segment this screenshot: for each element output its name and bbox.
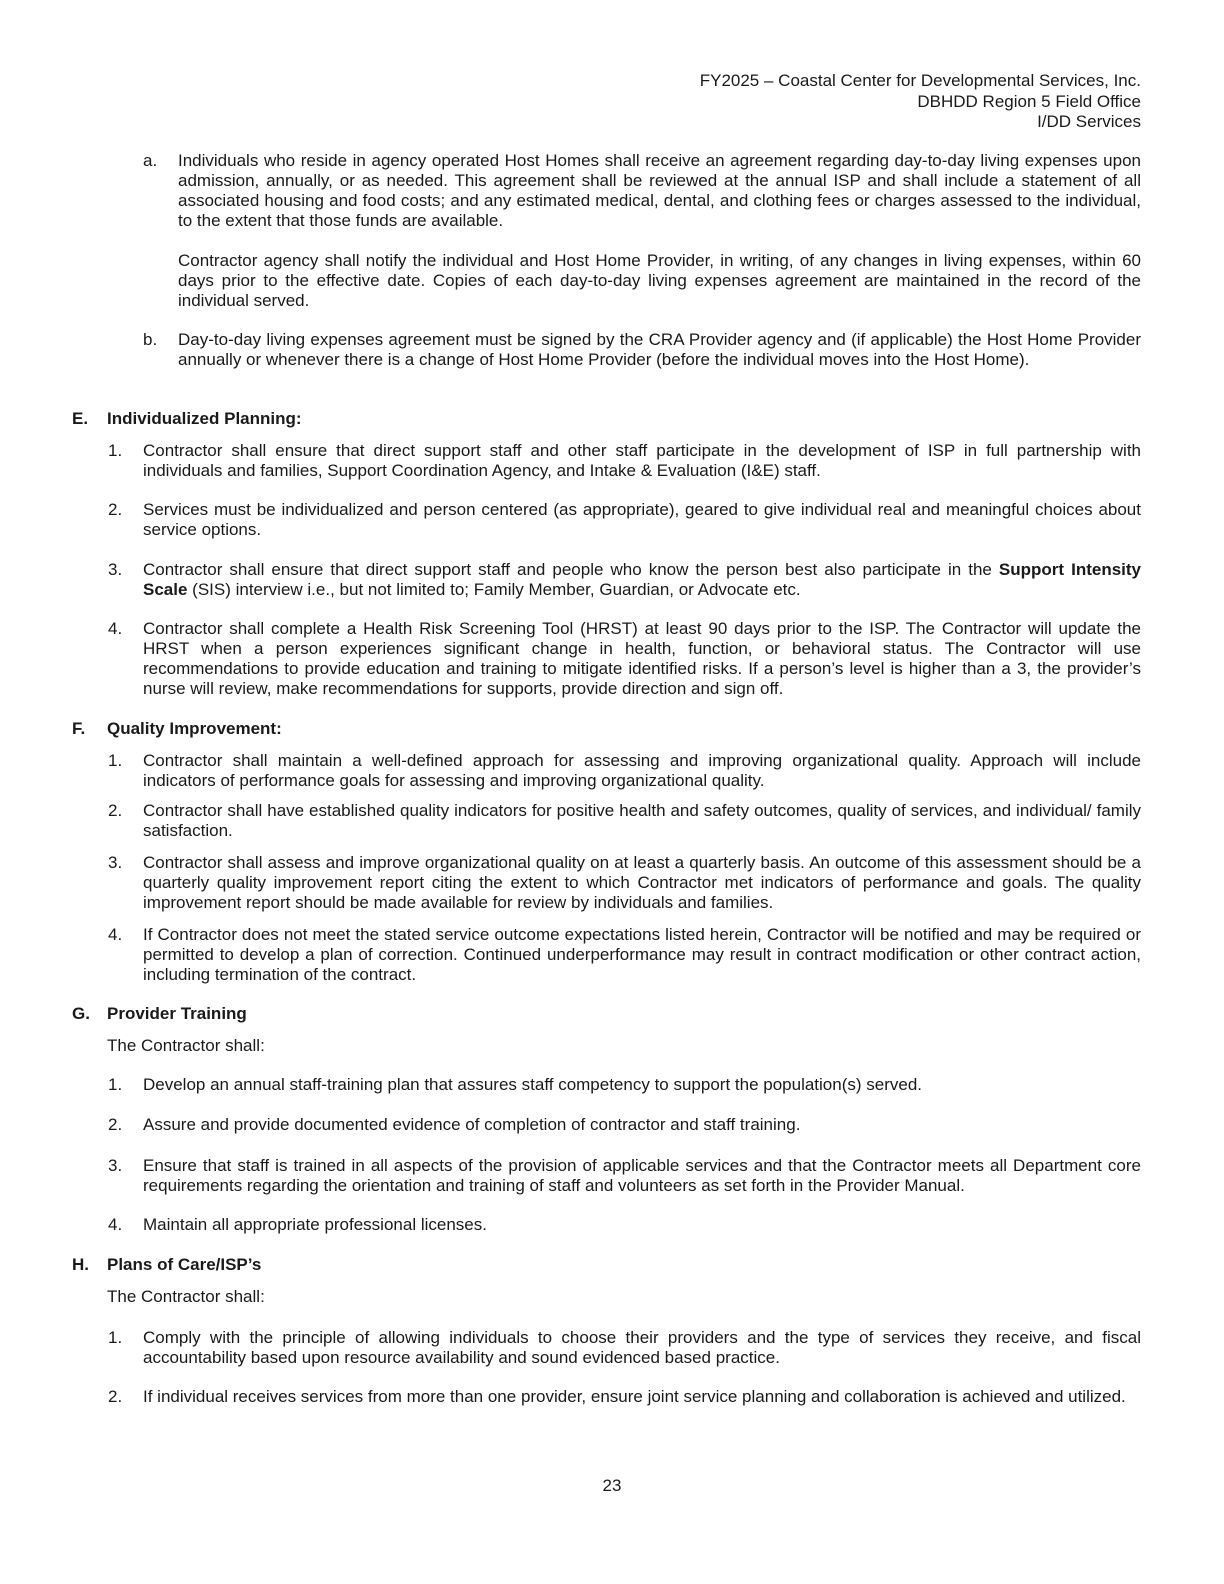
section-letter: G. — [72, 1004, 90, 1023]
list-item-label: 2. — [108, 801, 123, 820]
list-item-h-1 — [0, 1328, 1224, 1368]
text-segment: (SIS) interview i.e., but not limited to; Family Member, Guardian, or Advocate etc. — [187, 580, 801, 599]
list-item-label: a. — [143, 151, 158, 170]
list-item-a — [0, 151, 1224, 231]
list-item-label: 4. — [108, 1215, 123, 1234]
list-item-label: 3. — [108, 560, 123, 579]
list-item-text: If Contractor does not meet the stated service outcome expectations listed herein, Contractor will be notified and may be required or permitted to develop a plan of correction. Continued underperformance may result in contract modification or other contract action, including termination of the contract. — [143, 925, 1141, 984]
list-item-text: Individuals who reside in agency operated Host Homes shall receive an agreement regarding day-to-day living expenses upon admission, annually, or as needed. This agreement shall be reviewed at the annual ISP and shall include a statement of all associated housing and food costs; and any estimated medical, dental, and clothing fees or charges assessed to the individual, to the extent that those funds are available. — [178, 151, 1141, 230]
section-title: Individualized Planning: — [107, 409, 302, 428]
list-item-label: 2. — [108, 1115, 123, 1134]
text-segment: Contractor shall ensure that direct support staff and people who know the person best also participate in the — [143, 560, 999, 579]
list-item-text: Ensure that staff is trained in all aspects of the provision of applicable services and that the Contractor meets all Department core requirements regarding the orientation and training of staff and volunteers as set forth in the Provider Manual. — [143, 1156, 1141, 1195]
list-item-h-2 — [0, 1387, 1224, 1407]
list-item-label: 2. — [108, 500, 123, 519]
section-letter: E. — [72, 409, 89, 428]
list-item-label: 1. — [108, 751, 123, 770]
list-item-b — [0, 330, 1224, 370]
list-item-text: Maintain all appropriate professional licenses. — [143, 1215, 487, 1234]
list-item-text: Assure and provide documented evidence of completion of contractor and staff training. — [143, 1115, 801, 1134]
list-item-a-paragraph-2 — [0, 251, 1224, 311]
section-title: Provider Training — [107, 1004, 247, 1023]
list-item-g-4 — [0, 1215, 1224, 1235]
header-line-1: FY2025 – Coastal Center for Developmental Services, Inc. — [699, 71, 1141, 90]
list-item-text: Contractor shall have established quality indicators for positive health and safety outcomes, quality of services, and individual/ family satisfaction. — [143, 801, 1141, 840]
section-e-heading — [72, 409, 302, 429]
section-h-intro: The Contractor shall: — [107, 1287, 265, 1306]
section-title: Quality Improvement: — [107, 719, 282, 738]
list-item-label: b. — [143, 330, 158, 349]
list-item-label: 1. — [108, 441, 123, 460]
list-item-label: 1. — [108, 1328, 123, 1347]
header-line-3: I/DD Services — [1037, 112, 1141, 131]
list-item-e-3 — [0, 560, 1224, 600]
list-item-text: Contractor shall ensure that direct support staff and other staff participate in the development of ISP in full partnership with individuals and families, Support Coordination Agency, and Intake & Evaluation (I&E) staff. — [143, 441, 1141, 480]
page-header — [700, 71, 1141, 133]
list-item-f-4 — [0, 925, 1224, 985]
list-item-g-3 — [0, 1156, 1224, 1196]
list-item-e-4 — [0, 619, 1224, 699]
list-item-text: Contractor shall maintain a well-defined approach for assessing and improving organizational quality. Approach will include indicators of performance goals for assessing and improving organizational quality. — [143, 751, 1141, 790]
list-item-label: 1. — [108, 1075, 123, 1094]
list-item-f-3 — [0, 853, 1224, 913]
list-item-text: If individual receives services from more than one provider, ensure joint service planning and collaboration is achieved and utilized. — [143, 1387, 1126, 1406]
section-h-heading — [72, 1255, 261, 1275]
list-item-g-2 — [0, 1115, 1224, 1135]
section-f-heading — [72, 719, 282, 739]
list-item-text: Contractor shall assess and improve organizational quality on at least a quarterly basis. An outcome of this assessment should be a quarterly quality improvement report citing the extent to which Contractor met indicators of performance and goals. The quality improvement report should be made available for review by individuals and families. — [143, 853, 1141, 912]
list-item-text: Services must be individualized and person centered (as appropriate), geared to give individual real and meaningful choices about service options. — [143, 500, 1141, 539]
list-item-g-1 — [0, 1075, 1224, 1095]
list-item-text: Develop an annual staff-training plan that assures staff competency to support the population(s) served. — [143, 1075, 923, 1094]
list-item-e-1 — [0, 441, 1224, 481]
list-item-label: 4. — [108, 619, 123, 638]
list-item-label: 3. — [108, 1156, 123, 1175]
page-number: 23 — [602, 1476, 622, 1495]
list-item-e-2 — [0, 500, 1224, 540]
section-title: Plans of Care/ISP’s — [107, 1255, 262, 1274]
emphasis-text: Support Intensity Scale — [143, 560, 1141, 599]
list-item-text: Comply with the principle of allowing individuals to choose their providers and the type of services they receive, and fiscal accountability based upon resource availability and sound evidenced based practice. — [143, 1328, 1141, 1367]
list-item-label: 3. — [108, 853, 123, 872]
section-g-intro: The Contractor shall: — [107, 1036, 265, 1055]
section-g-heading — [72, 1004, 247, 1024]
list-item-f-1 — [0, 751, 1224, 791]
section-letter: F. — [72, 719, 86, 738]
list-item-text — [143, 560, 1141, 600]
list-item-text: Day-to-day living expenses agreement must be signed by the CRA Provider agency and (if applicable) the Host Home Provider annually or whenever there is a change of Host Home Provider (before the individual moves into the Host Home). — [178, 330, 1141, 369]
list-item-f-2 — [0, 801, 1224, 841]
list-item-label: 2. — [108, 1387, 123, 1406]
list-item-label: 4. — [108, 925, 123, 944]
list-item-text: Contractor agency shall notify the individual and Host Home Provider, in writing, of any changes in living expenses, within 60 days prior to the effective date. Copies of each day-to-day living expenses agreement are maintained in the record of the individual served. — [178, 251, 1141, 310]
section-letter: H. — [72, 1255, 89, 1274]
list-item-text: Contractor shall complete a Health Risk Screening Tool (HRST) at least 90 days prior to the ISP. The Contractor will update the HRST when a person experiences significant change in health, function, or behavioral status. The Contractor will use recommendations to provide education and training to mitigate identified risks. If a person’s level is higher than a 3, the provider’s nurse will review, make recommendations for supports, provide direction and sign off. — [143, 619, 1141, 698]
header-line-2: DBHDD Region 5 Field Office — [917, 91, 1141, 111]
